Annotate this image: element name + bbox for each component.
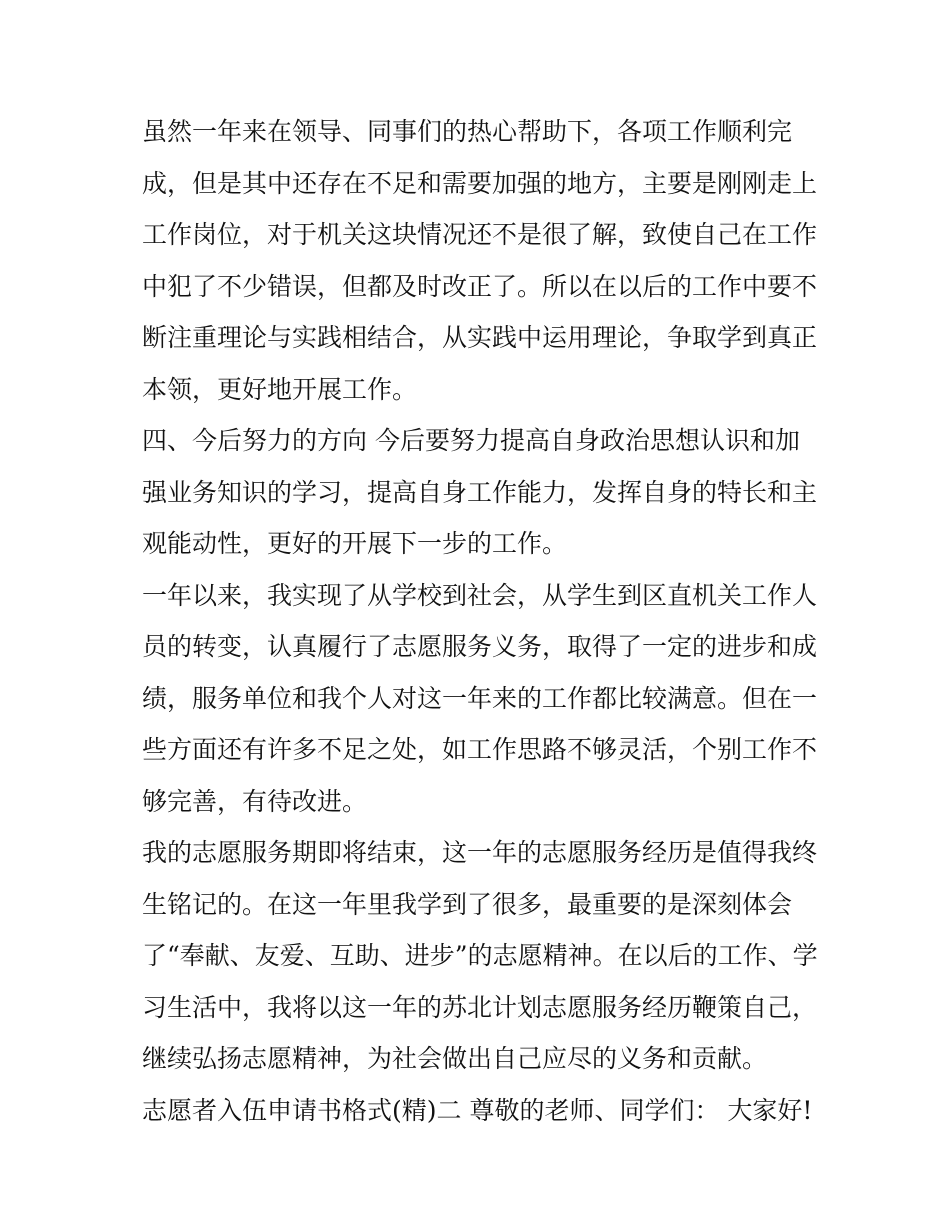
text-line: 中犯了不少错误，但都及时改正了。所以在以后的工作中要不 bbox=[142, 271, 818, 301]
text-line: 四、今后努力的方向 今后要努力提高自身政治思想认识和加 bbox=[142, 426, 800, 455]
text-line: 强业务知识的学习，提高自身工作能力，发挥自身的特长和主 bbox=[142, 477, 818, 507]
text-line: 够完善，有待改进。 bbox=[142, 786, 368, 816]
text-line: 绩，服务单位和我个人对这一年来的工作都比较满意。但在一 bbox=[142, 683, 818, 713]
text-line: 志愿者入伍申请书格式(精)二 尊敬的老师、同学们： 大家好! bbox=[142, 1095, 813, 1125]
document-body bbox=[142, 106, 822, 1136]
text-line: 习生活中，我将以这一年的苏北计划志愿服务经历鞭策自己， bbox=[142, 992, 818, 1022]
text-line: 工作岗位，对于机关这块情况还不是很了解，致使自己在工作 bbox=[142, 220, 818, 249]
text-line: 继续弘扬志愿精神，为社会做出自己应尽的义务和贡献。 bbox=[142, 1044, 768, 1073]
text-line: 生铭记的。在这一年里我学到了很多，最重要的是深刻体会 bbox=[142, 889, 793, 919]
text-line: 我的志愿服务期即将结束，这一年的志愿服务经历是值得我终 bbox=[142, 838, 818, 867]
text-line: 了“奉献、友爱、互助、进步”的志愿精神。在以后的工作、学 bbox=[142, 941, 818, 970]
text-line: 员的转变，认真履行了志愿服务义务，取得了一定的进步和成 bbox=[142, 632, 818, 661]
text-line: 些方面还有许多不足之处，如工作思路不够灵活，个别工作不 bbox=[142, 735, 818, 764]
text-line: 观能动性，更好的开展下一步的工作。 bbox=[142, 529, 568, 558]
text-line: 一年以来，我实现了从学校到社会，从学生到区直机关工作人 bbox=[142, 580, 818, 610]
text-line: 断注重理论与实践相结合，从实践中运用理论，争取学到真正 bbox=[142, 323, 818, 352]
text-line: 成，但是其中还存在不足和需要加强的地方，主要是刚刚走上 bbox=[142, 168, 818, 198]
text-line: 虽然一年来在领导、同事们的热心帮助下，各项工作顺利完 bbox=[142, 117, 793, 146]
text-line: 本领，更好地开展工作。 bbox=[142, 374, 418, 404]
